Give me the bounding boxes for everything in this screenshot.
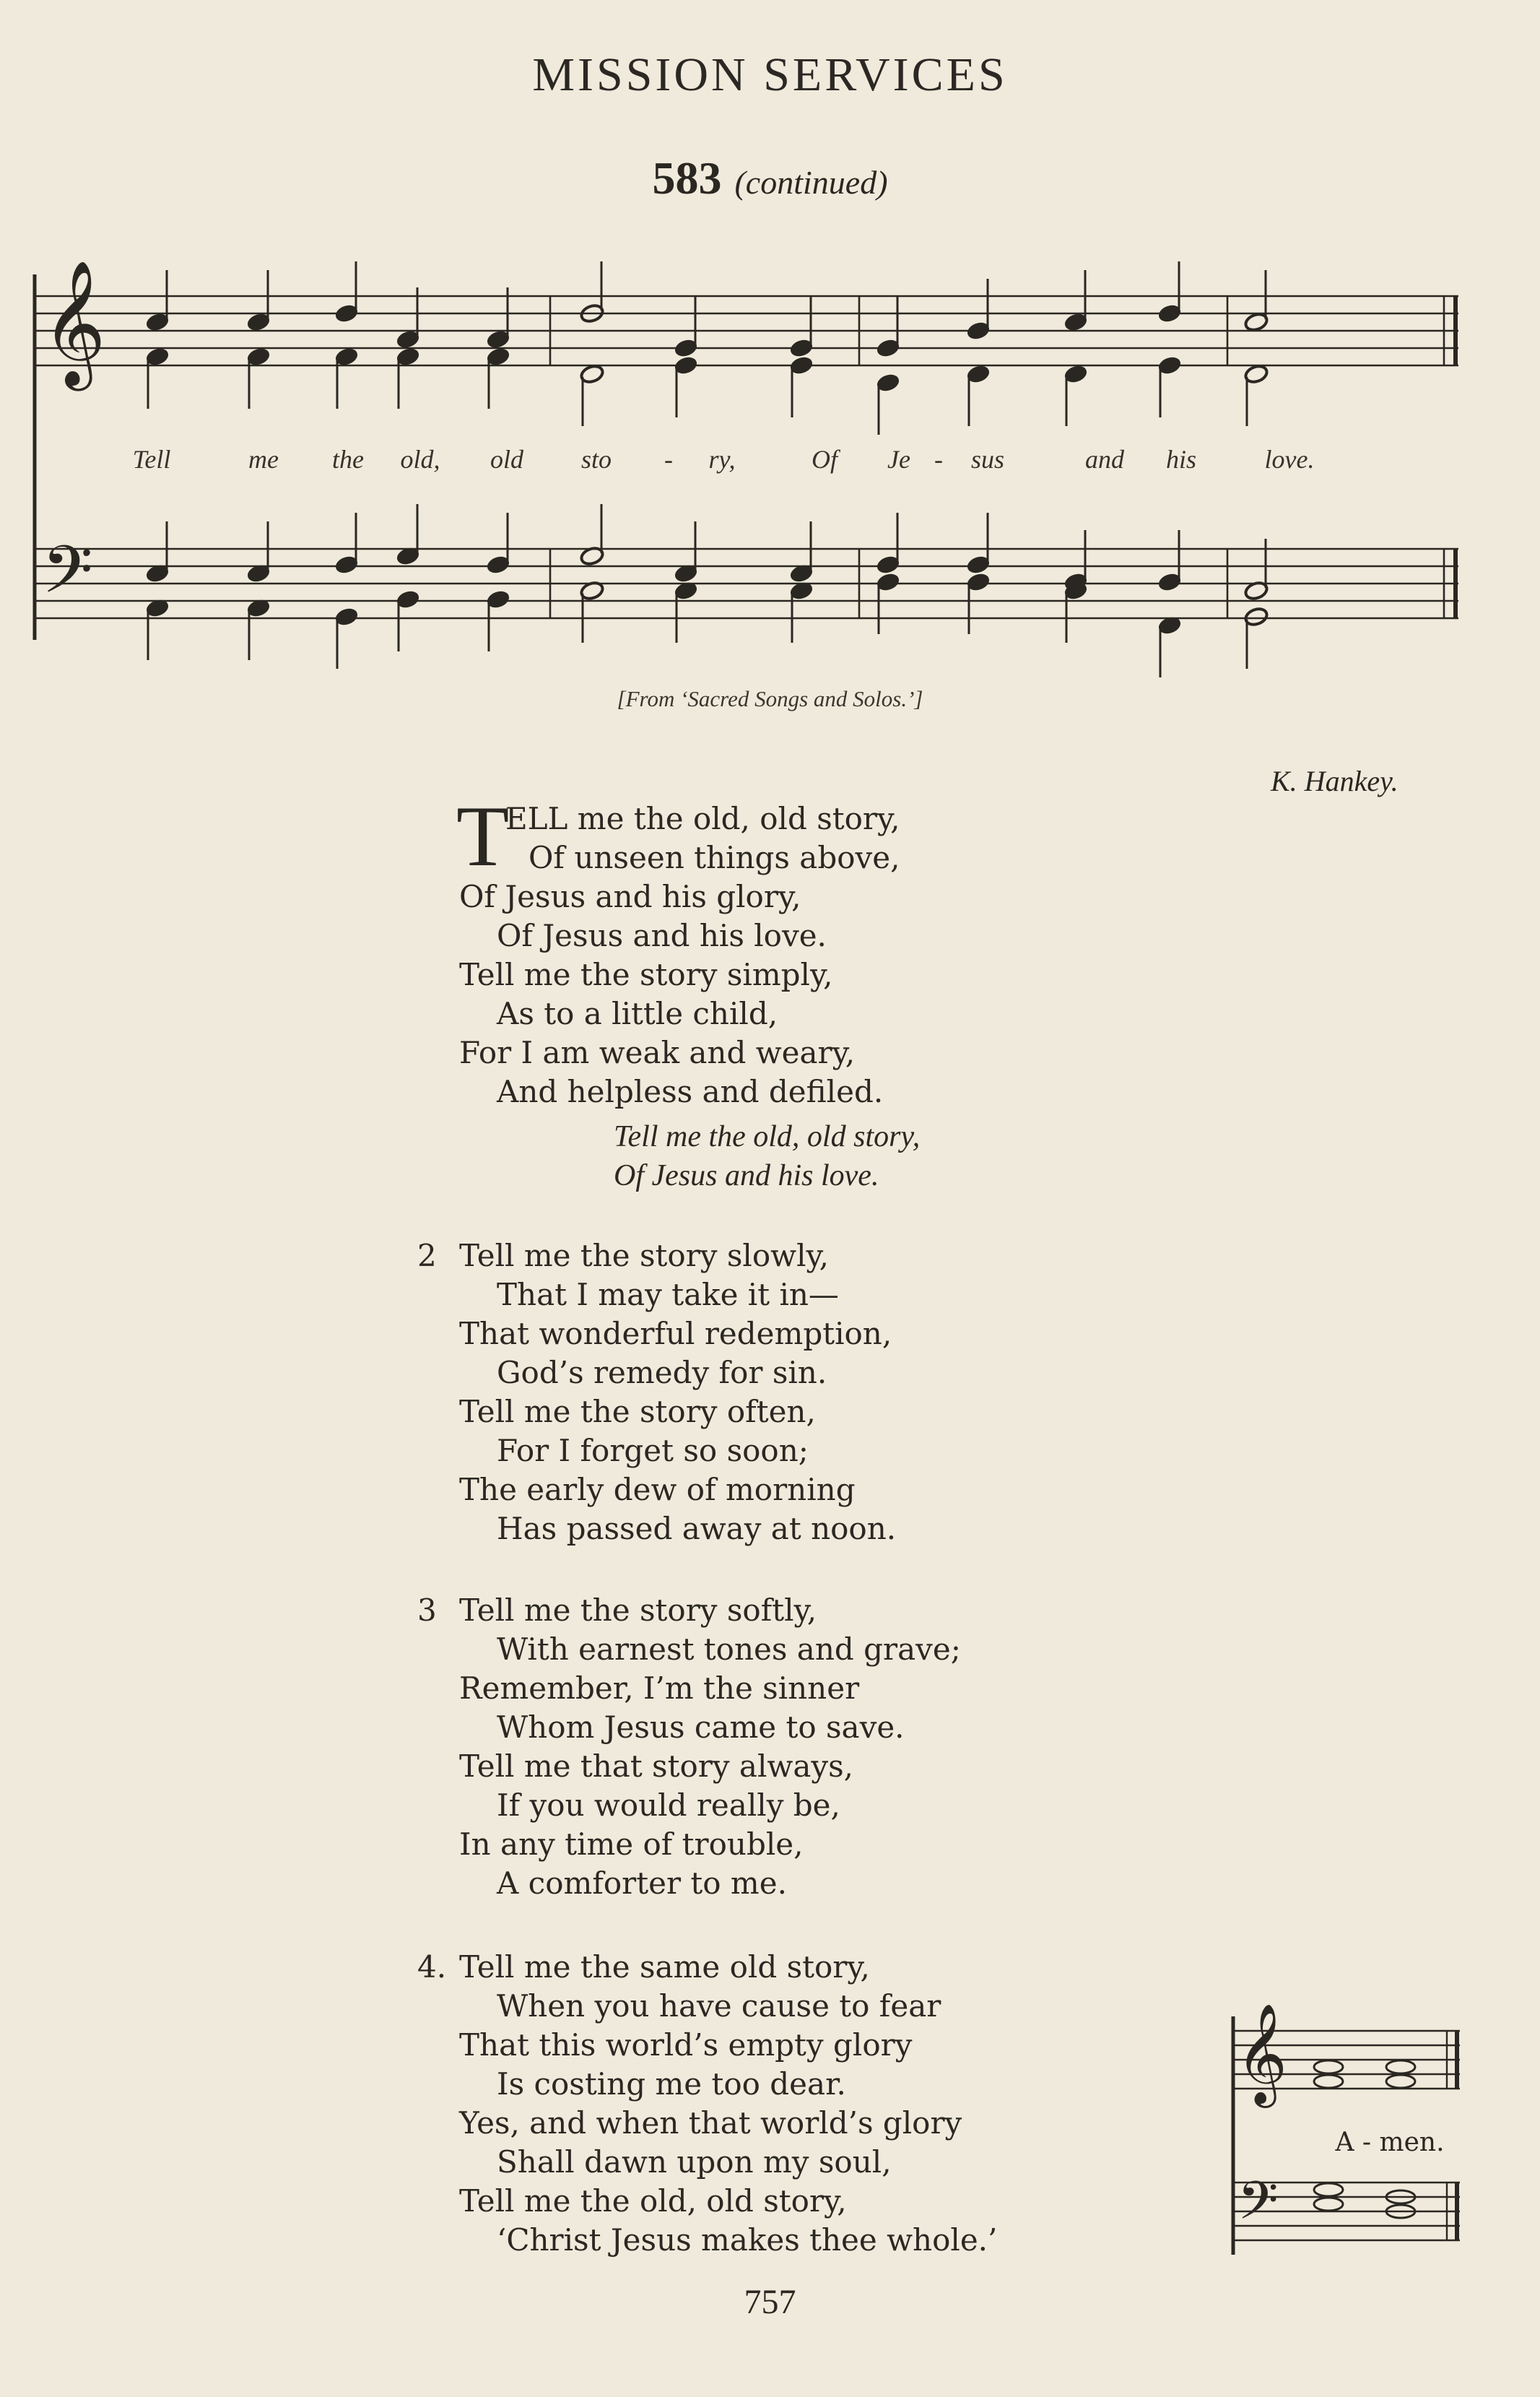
lyric-syllable: old,	[400, 445, 440, 474]
lyric-syllable: -	[934, 445, 943, 474]
verse-line: The early dew of morning	[459, 1472, 856, 1507]
verse-line: Tell me the story often,	[459, 1394, 816, 1429]
running-head: MISSION SERVICES	[532, 48, 1008, 101]
refrain-line: Of Jesus and his love.	[614, 1159, 879, 1192]
verse-line: For I am weak and weary,	[459, 1035, 856, 1070]
verse-line: For I forget so soon;	[497, 1433, 809, 1468]
lyric-syllable: sus	[970, 445, 1005, 474]
verse-line: And helpless and defiled.	[497, 1074, 884, 1109]
verse-line: If you would really be,	[497, 1787, 840, 1823]
verse-line: God’s remedy for sin.	[497, 1355, 827, 1390]
hymn-continued-note: (continued)	[734, 164, 888, 201]
verse-line: Tell me that story always,	[459, 1748, 854, 1784]
lyric-syllable: and	[1085, 445, 1124, 474]
amen-whole-note	[1314, 2198, 1343, 2211]
lyric-syllable: Of	[812, 445, 838, 474]
verse-line: Tell me the story simply,	[459, 957, 833, 992]
amen-whole-note	[1386, 2075, 1415, 2088]
verse-line: A comforter to me.	[497, 1865, 787, 1901]
verse-line: With earnest tones and grave;	[497, 1631, 961, 1667]
lyric-syllable: love.	[1264, 445, 1315, 474]
lyric-syllable: sto	[580, 445, 612, 474]
music-source-credit: [From ‘Sacred Songs and Solos.’]	[617, 686, 923, 711]
lyric-syllable: ry,	[708, 445, 736, 474]
lyric-syllable: Tell	[132, 445, 171, 474]
amen-bass-clef-icon: 𝄢	[1237, 2170, 1279, 2244]
verse-line: That I may take it in—	[497, 1277, 839, 1312]
verse-line: That this world’s empty glory	[459, 2027, 913, 2063]
drop-cap: T	[456, 788, 510, 884]
hymn-author: K. Hankey.	[1271, 765, 1398, 797]
verse-line: Of Jesus and his love.	[497, 918, 827, 953]
verse-line: Remember, I’m the sinner	[459, 1670, 860, 1706]
refrain-line: Tell me the old, old story,	[614, 1120, 921, 1153]
verse-line: Tell me the story slowly,	[459, 1238, 830, 1273]
verse-line: Whom Jesus came to save.	[497, 1709, 905, 1745]
amen-treble-clef-icon: 𝄞	[1236, 2003, 1287, 2104]
lyric-syllable: his	[1165, 445, 1197, 474]
verse-line: Tell me the old, old story,	[459, 2183, 847, 2219]
amen-whole-note	[1314, 2075, 1343, 2088]
treble-clef-icon: 𝄞	[42, 260, 106, 386]
verse-line: Is costing me too dear.	[497, 2066, 846, 2102]
bass-clef-icon: 𝄢	[42, 532, 93, 624]
verse-line: ‘Christ Jesus makes thee whole.’	[497, 2222, 998, 2258]
lyric-syllable: -	[664, 445, 673, 474]
verse-line: Has passed away at noon.	[497, 1511, 897, 1546]
verse-line: ELL me the old, old story,	[505, 801, 900, 836]
hymn-number: 583	[652, 152, 722, 204]
verse-line: When you have cause to fear	[497, 1988, 941, 2024]
verse-number: 3	[417, 1592, 437, 1628]
lyric-syllable: me	[248, 445, 279, 474]
verse-line: Shall dawn upon my soul,	[497, 2144, 892, 2180]
lyric-syllable: Je	[887, 445, 910, 474]
lyric-syllable: old	[490, 445, 524, 474]
verse-line: Tell me the story softly,	[459, 1592, 817, 1628]
verse-number: 2	[417, 1238, 437, 1273]
verse-number: 4.	[417, 1949, 447, 1985]
amen-whole-note	[1386, 2060, 1415, 2073]
verse-line: Of Jesus and his glory,	[459, 879, 801, 914]
verse-line: Yes, and when that world’s glory	[459, 2105, 962, 2141]
verse-line: Tell me the same old story,	[459, 1949, 870, 1985]
verse-line: In any time of trouble,	[459, 1826, 804, 1862]
page-number: 757	[744, 2283, 796, 2321]
amen-lyric: A - men.	[1335, 2128, 1445, 2157]
verse-line: Of unseen things above,	[528, 840, 900, 875]
amen-whole-note	[1314, 2183, 1343, 2196]
lyric-syllable: the	[332, 445, 364, 474]
amen-whole-note	[1314, 2060, 1343, 2073]
verse-line: As to a little child,	[497, 996, 778, 1031]
verse-line: That wonderful redemption,	[459, 1316, 892, 1351]
